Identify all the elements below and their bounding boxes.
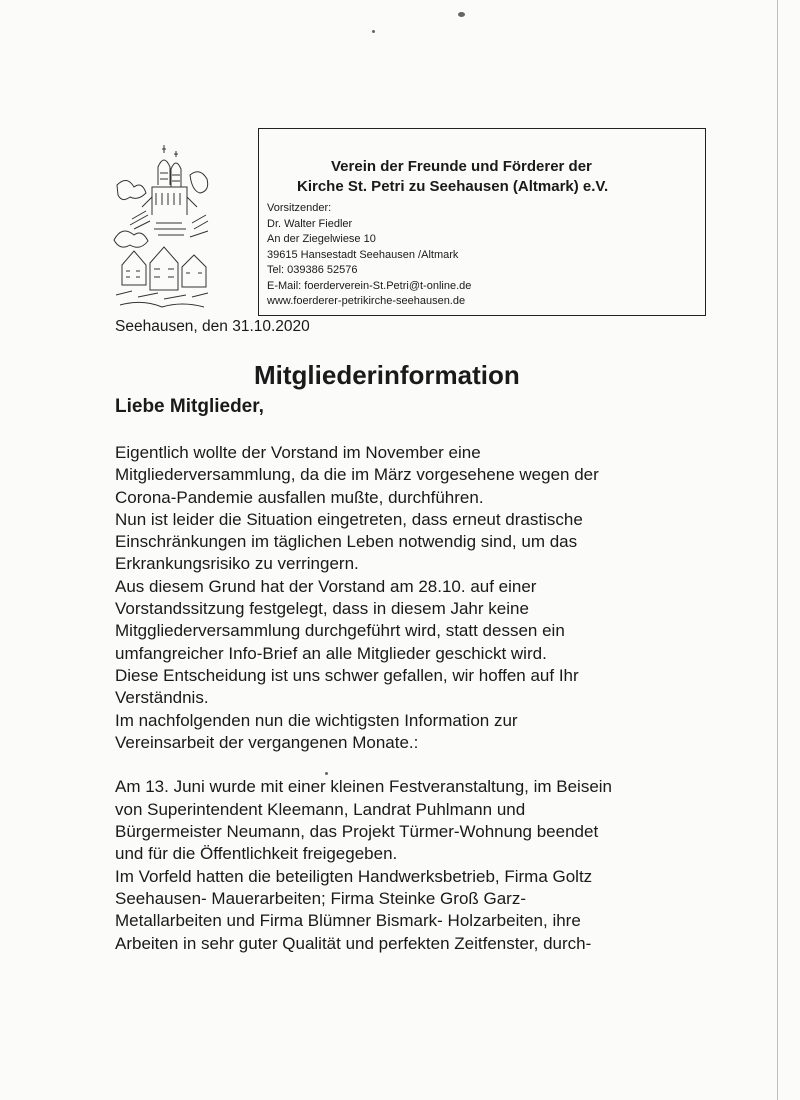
body-line: Am 13. Juni wurde mit einer kleinen Festveranstaltung, im Beisein: [115, 777, 613, 797]
contact-street: An der Ziegelwiese 10: [267, 233, 376, 245]
body-line: Vorstandssitzung festgelegt, dass in diesem Jahr keine: [115, 599, 529, 619]
church-sketch-icon: [112, 145, 212, 315]
scan-speck: [372, 30, 375, 33]
body-line: Seehausen- Mauerarbeiten; Firma Steinke Groß Garz-: [115, 888, 527, 908]
document-title: Mitgliederinformation: [254, 360, 520, 390]
body-line: Einschränkungen im täglichen Leben notwendig sind, um das: [115, 532, 578, 552]
body-line: Metallarbeiten und Firma Blümner Bismark- Holzarbeiten, ihre: [115, 911, 581, 931]
body-line: Corona-Pandemie ausfallen mußte, durchführen.: [115, 487, 484, 507]
body-line: Mitgliederversammlung, da die im März vorgesehene wegen der: [115, 465, 599, 485]
letter-body: [115, 442, 695, 955]
body-line: Diese Entscheidung ist uns schwer gefallen, wir hoffen auf Ihr: [115, 665, 579, 685]
body-line: Eigentlich wollte der Vorstand im November eine: [115, 443, 481, 462]
body-line: umfangreicher Info-Brief an alle Mitglieder geschickt wird.: [115, 643, 547, 663]
body-line: Bürgermeister Neumann, das Projekt Türmer-Wohnung beendet: [115, 822, 599, 842]
body-line: Im nachfolgenden nun die wichtigsten Information zur: [115, 710, 518, 730]
body-line: Im Vorfeld hatten die beteiligten Handwerksbetrieb, Firma Goltz: [115, 866, 593, 886]
scan-speck: [458, 12, 465, 17]
paragraph-gap: [115, 754, 695, 776]
contact-role: Vorsitzender:: [267, 202, 332, 214]
body-line: Erkrankungsrisiko zu verringern.: [115, 554, 359, 574]
contact-block: [267, 201, 471, 310]
body-line: Verständnis.: [115, 688, 209, 708]
body-line: Mitggliederversammlung durchgeführt wird, statt dessen ein: [115, 621, 565, 641]
body-line: Arbeiten in sehr guter Qualität und perfekten Zeitfenster, durch-: [115, 933, 592, 953]
scan-edge-line: [777, 0, 778, 1100]
contact-email: E-Mail: foerderverein-St.Petri@t-online.de: [267, 279, 472, 292]
contact-website: www.foerderer-petrikirche-seehausen.de: [267, 295, 466, 307]
contact-name: Dr. Walter Fiedler: [267, 217, 353, 230]
body-line: Aus diesem Grund hat der Vorstand am 28.10. auf einer: [115, 576, 537, 596]
contact-phone: Tel: 039386 52576: [267, 264, 358, 276]
organization-name-line1: Verein der Freunde und Förderer der: [331, 158, 592, 175]
salutation: Liebe Mitglieder,: [115, 396, 264, 417]
body-line: Vereinsarbeit der vergangenen Monate.:: [115, 732, 419, 752]
contact-city: 39615 Hansestadt Seehausen /Altmark: [267, 248, 459, 261]
letter-date: Seehausen, den 31.10.2020: [115, 318, 310, 335]
organization-name-line2: Kirche St. Petri zu Seehausen (Altmark) e.V.: [297, 178, 609, 195]
body-line: und für die Öffentlichkeit freigegeben.: [115, 844, 398, 864]
body-line: Nun ist leider die Situation eingetreten, dass erneut drastische: [115, 509, 583, 529]
letterhead-box: [258, 128, 706, 316]
body-line: von Superintendent Kleemann, Landrat Puhlmann und: [115, 799, 526, 819]
